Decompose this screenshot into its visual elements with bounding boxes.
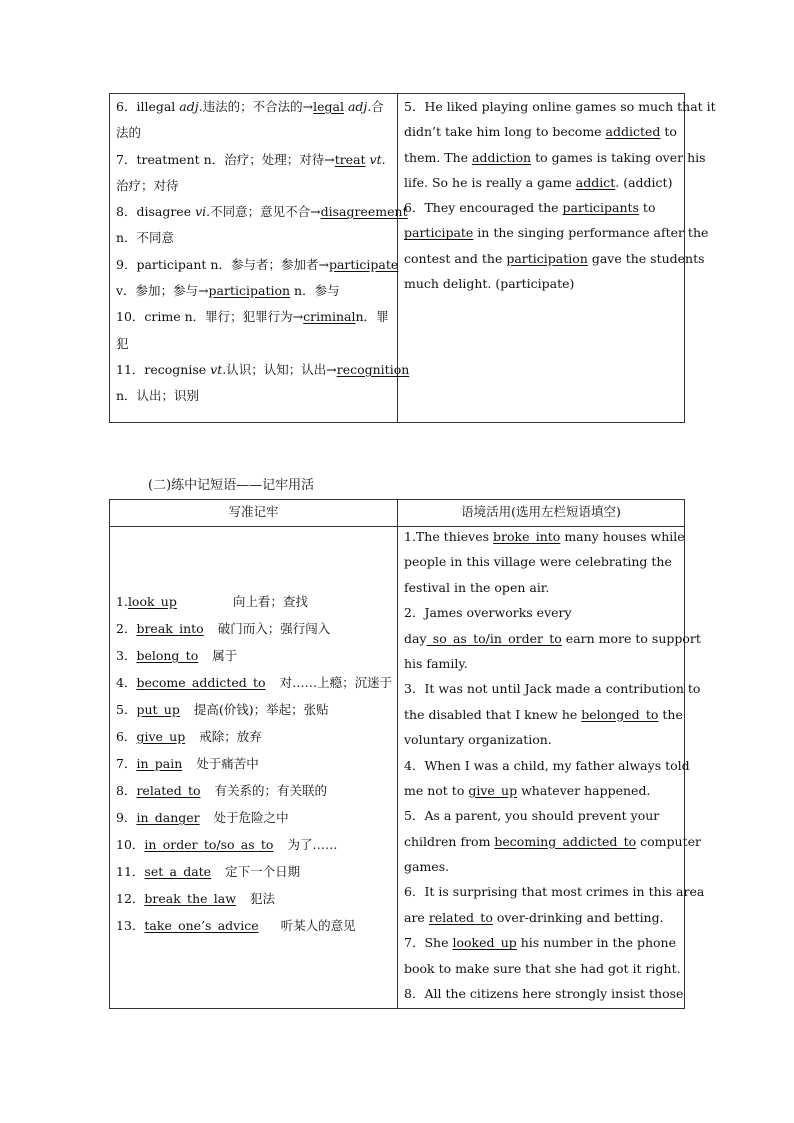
answer-blank: related_to	[428, 909, 493, 925]
phrase-item: 9．in_danger 处于危险之中	[116, 810, 289, 825]
context-line: much delight. (participate)	[404, 276, 575, 292]
answer-blank: participation	[506, 250, 588, 266]
arrow-icon: →	[326, 361, 337, 377]
context-line: participate in the singing performance after the	[404, 225, 709, 241]
answer-blank: disagreement	[320, 204, 408, 220]
context-line: them. The addiction to games is taking over his	[404, 149, 706, 165]
phrase-list	[116, 588, 394, 939]
word-entry-cont: 治疗；对待	[116, 177, 179, 193]
phrase-item: 6．give_up 戒除；放弃	[116, 729, 262, 744]
word-entry: 8．disagree vi.不同意；意见不合→disagreement	[116, 204, 408, 220]
header-left: 写准记牢	[228, 504, 279, 519]
phrase-item: 11．set_a_date 定下一个日期	[116, 864, 301, 879]
answer-blank: participants	[562, 200, 639, 216]
word-entry: 6．illegal adj.违法的；不合法的→legal adj.合	[116, 99, 384, 114]
context-line: contest and the participation gave the students	[404, 250, 705, 266]
phrase-item: 5．put_up 提高(价钱)；举起；张贴	[116, 702, 329, 717]
word-entry-cont: n．认出；识别	[116, 388, 200, 404]
context-line: didn’t take him long to become addicted to	[404, 124, 677, 140]
sentence-line: festival in the open air.	[404, 579, 550, 595]
answer-blank: addicted	[605, 124, 661, 140]
answer-blank: in_pain	[136, 756, 183, 771]
sentence-line: 3．It was not until Jack made a contribution to	[404, 681, 701, 697]
answer-blank: becoming_addicted_to	[494, 833, 637, 849]
answer-blank: break_into	[136, 621, 204, 636]
sentence-line: children from becoming_addicted_to computer	[404, 833, 701, 849]
answer-blank: look_up	[127, 594, 177, 609]
answer-blank: recognition	[336, 361, 410, 377]
answer-blank: participation	[208, 283, 291, 299]
sentence-line: are related_to over-drinking and betting.	[404, 909, 664, 925]
sentence-line: 5．As a parent, you should prevent your	[404, 808, 660, 824]
answer-blank: criminal	[303, 309, 356, 325]
phrase-table	[109, 499, 705, 1009]
sentence-line: 4．When I was a child, my father always told	[404, 757, 690, 773]
answer-blank: give_up	[468, 782, 518, 798]
answer-blank: participate	[404, 225, 474, 241]
sentence-line: 7．She looked_up his number in the phone	[404, 935, 676, 951]
word-entry: 7．treatment n．治疗；处理；对待→treat vt.	[116, 151, 386, 167]
phrase-item: 13．take_one’s_advice 听某人的意见	[116, 918, 356, 933]
sentence-line: 8．All the citizens here strongly insist those	[404, 986, 684, 1002]
answer-blank: set_a_date	[144, 864, 212, 879]
phrase-item: 8．related_to 有关系的；有关联的	[116, 783, 328, 798]
phrase-item: 1.look_up 向上看；查找	[116, 594, 308, 609]
sentence-line: 2．James overworks every	[404, 605, 572, 621]
sentence-line: 1.The thieves broke_into many houses while	[404, 529, 685, 544]
arrow-icon: →	[318, 256, 329, 272]
arrow-icon: →	[302, 99, 314, 114]
answer-blank: treat	[334, 151, 366, 167]
word-entry-cont: v．参加；参与→participation n．参与	[116, 283, 340, 299]
word-entry-cont: 法的	[116, 125, 142, 141]
word-entry: 10．crime n．罪行；犯罪行为→criminaln．罪	[116, 309, 389, 325]
answer-blank: participate	[328, 256, 399, 272]
phrase-item: 4．become_addicted_to 对……上瘾；沉迷于	[116, 675, 393, 690]
phrase-item: 3．belong_to 属于	[116, 648, 238, 663]
word-entry-cont: 犯	[116, 335, 129, 351]
answer-blank: related_to	[136, 783, 201, 798]
sentence-line: the disabled that I knew he belonged_to the	[404, 706, 683, 722]
answer-blank: _so_as_to/in_order_to	[426, 630, 562, 646]
answer-blank: become_addicted_to	[136, 675, 266, 690]
arrow-icon: →	[198, 283, 209, 299]
answer-blank: put_up	[136, 702, 180, 717]
context-column	[404, 94, 716, 296]
answer-blank: looked_up	[452, 935, 517, 951]
answer-blank: addiction	[472, 149, 532, 165]
answer-blank: broke_into	[493, 529, 561, 544]
arrow-icon: →	[324, 151, 335, 167]
sentence-line: book to make sure that she had got it right.	[404, 960, 681, 976]
section-title: (二)练中记短语——记牢用活	[148, 478, 315, 493]
sentence-line: his family.	[404, 655, 468, 671]
context-line: life. So he is really a game addict. (addict)	[404, 174, 673, 190]
answer-blank: give_up	[136, 729, 186, 744]
word-entry: 9．participant n．参与者；参加者→participate	[116, 256, 399, 272]
sentence-line: day_so_as_to/in_order_to earn more to support	[404, 630, 701, 646]
context-line: 6．They encouraged the participants to	[404, 200, 656, 216]
column-divider	[397, 500, 398, 1008]
sentence-line: games.	[404, 859, 450, 875]
sentence-list	[404, 524, 705, 1006]
arrow-icon: →	[310, 204, 321, 220]
arrow-icon: →	[292, 309, 304, 325]
header-right: 语境活用(选用左栏短语填空)	[461, 504, 621, 519]
answer-blank: break_the_law	[144, 891, 236, 906]
answer-blank: belonged_to	[581, 706, 659, 722]
word-entry: 11．recognise vt.认识；认知；认出→recognition	[116, 361, 410, 377]
word-list-column	[116, 94, 410, 410]
answer-blank: in_danger	[136, 810, 200, 825]
answer-blank: in_order_to/so_as_to	[144, 837, 274, 852]
sentence-line: me not to give_up whatever happened.	[404, 782, 651, 798]
phrase-item: 10．in_order_to/so_as_to 为了……	[116, 837, 338, 852]
answer-blank: take_one’s_advice	[144, 918, 259, 933]
phrase-item: 12．break_the_law 犯法	[116, 891, 275, 906]
word-formation-table	[109, 93, 716, 423]
sentence-line: people in this village were celebrating the	[404, 554, 672, 570]
context-line: 5．He liked playing online games so much that it	[404, 99, 716, 114]
phrase-item: 7．in_pain 处于痛苦中	[116, 756, 259, 771]
word-entry-cont: n．不同意	[116, 230, 175, 246]
answer-blank: belong_to	[136, 648, 199, 663]
phrase-item: 2．break_into 破门而入；强行闯入	[116, 621, 331, 636]
sentence-line: 6．It is surprising that most crimes in this area	[404, 884, 705, 900]
answer-blank: addict	[575, 174, 616, 190]
sentence-line: voluntary organization.	[404, 732, 552, 748]
answer-blank: legal	[313, 99, 344, 114]
